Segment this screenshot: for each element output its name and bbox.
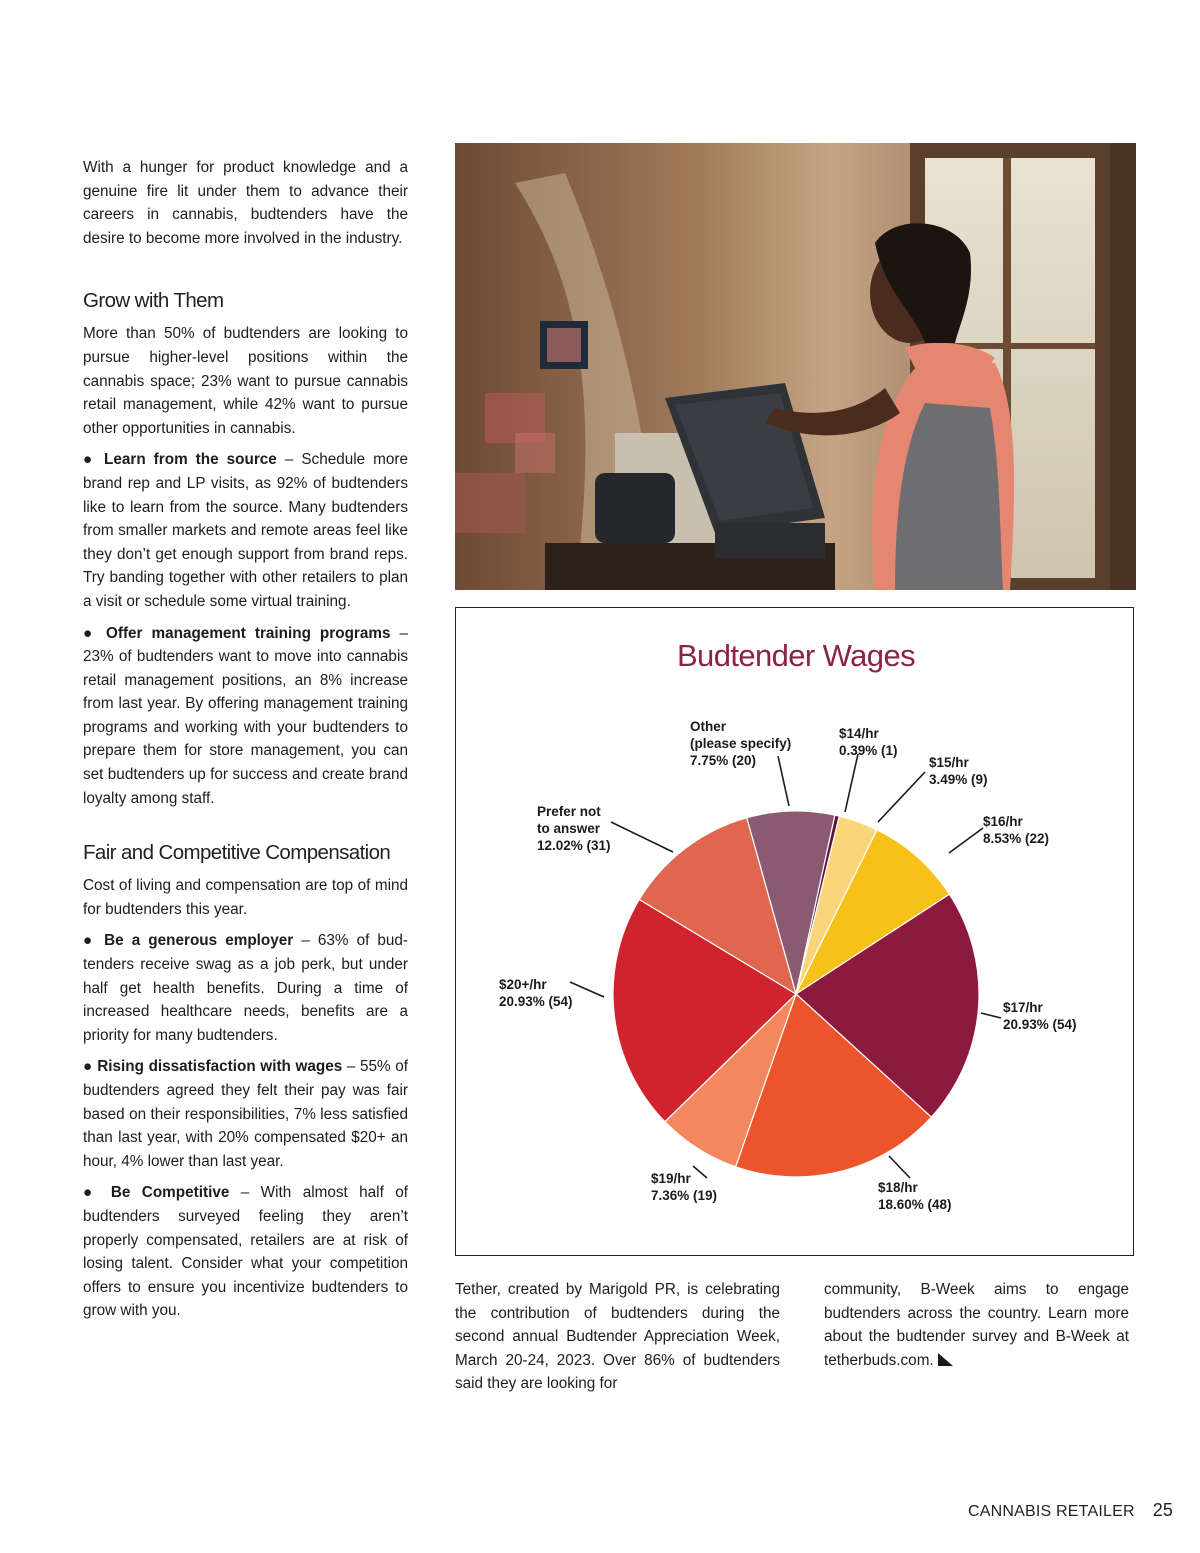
bullet-text: – 23% of budtenders want to move into cannabis retail management positions, an 8% increase from last year. By offering management training programs and working with your budtenders to prepare them for store management, you can set budtenders up for success and create brand loyalty among staff.: [83, 624, 408, 807]
bullet-learn-from-source: [83, 448, 408, 613]
heading-fair-compensation: Fair and Competitive Compensation: [83, 841, 391, 865]
bullet-rising-dissatisfaction: [83, 1055, 408, 1173]
label-line: 7.36% (19): [651, 1188, 718, 1203]
slice-label-16: [983, 813, 1049, 847]
chart-title: Budtender Wages: [676, 638, 915, 673]
compensation-paragraph: Cost of living and compensation are top of mind for budtenders this year.: [83, 877, 408, 918]
slice-label-19: [651, 1170, 717, 1204]
slice-label-prefer-not: [537, 803, 611, 854]
label-line: $17/hr: [1003, 1000, 1043, 1015]
budtender-wages-chart: [455, 607, 1134, 1256]
intro-paragraph: With a hunger for product knowledge and a genuine fire lit under them to advance their careers in cannabis, budtenders have the desire to become more involved in the industry.: [83, 159, 408, 247]
label-line: (please specify): [690, 736, 792, 751]
page-footer: [968, 1500, 1173, 1521]
label-line: $16/hr: [983, 814, 1023, 829]
leader-line-14: [845, 754, 858, 812]
bullet-text: – With almost half of budtenders surveyed feeling they aren’t properly compensated, retailers are at risk of losing talent. Consider what your competition offers to ensure you incentivize budtenders to grow with you.: [83, 1184, 408, 1320]
label-line: 0.39% (1): [839, 743, 898, 758]
label-line: 7.75% (20): [690, 753, 757, 768]
label-line: to answer: [537, 821, 601, 836]
bweek-paragraph: [824, 1278, 1129, 1372]
page-number: 25: [1152, 1500, 1174, 1520]
slice-label-15: [929, 754, 988, 788]
bullet-be-competitive: [83, 1181, 408, 1323]
bullet-text: – 63% of bud-tenders receive swag as a job perk, but under half get health benefits. During a time of increased healthcare needs, benefits are a priority for many budtenders.: [83, 932, 409, 1044]
label-line: $15/hr: [929, 755, 969, 770]
leader-line-17: [981, 1013, 1001, 1018]
grow-paragraph: More than 50% of budtenders are looking to pursue higher-level positions within the cannabis space; 23% want to pursue cannabis retail management, while 42% want to pursue other opportunities in cannabis.: [83, 325, 408, 437]
label-line: $18/hr: [878, 1180, 918, 1195]
slice-label-other: [690, 718, 791, 769]
slice-label-14: [839, 725, 898, 759]
label-line: Prefer not: [537, 804, 601, 819]
photo-illustration: [455, 143, 1136, 590]
label-line: 3.49% (9): [929, 772, 988, 787]
label-line: $20+/hr: [499, 977, 547, 992]
slice-label-17: [1003, 999, 1077, 1033]
label-line: 8.53% (22): [983, 831, 1050, 846]
bullet-generous-employer: [83, 929, 408, 1047]
label-line: $19/hr: [651, 1171, 691, 1186]
end-mark-icon: [938, 1353, 953, 1366]
leader-line-20plus: [570, 982, 604, 997]
bullet-lead: ● Offer management training programs: [83, 624, 391, 642]
bullet-lead: ● Be Competitive: [83, 1184, 230, 1202]
left-column: [83, 156, 408, 1331]
bottom-right-column: [824, 1278, 1129, 1380]
bullet-management-training: [83, 622, 408, 811]
pie-chart: [456, 608, 1133, 1255]
budtender-photo: [455, 143, 1136, 590]
bullet-lead: ● Be a generous employer: [83, 932, 294, 950]
slice-label-20plus: [499, 976, 573, 1010]
heading-grow-with-them: Grow with Them: [83, 289, 224, 313]
label-line: Other: [690, 719, 727, 734]
leader-line-15: [878, 772, 925, 822]
publication-name: CANNABIS RETAILER: [968, 1503, 1135, 1520]
slice-label-18: [878, 1179, 952, 1213]
label-line: 12.02% (31): [537, 838, 611, 853]
leader-line-16: [949, 828, 983, 853]
bullet-text: – 55% of budtenders agreed they felt their pay was fair based on their responsibilities, 7% less satisfied than last year, with 20% compensated $20+ an hour, 4% lower than last year.: [83, 1058, 408, 1170]
tether-paragraph: Tether, created by Marigold PR, is celebrating the contribution of budtenders during the second annual Budtender Appreciation Week, March 20-24, 2023. Over 86% of budtenders said they are looking for: [455, 1281, 780, 1393]
bullet-lead: ● Learn from the source: [83, 451, 277, 469]
label-line: 20.93% (54): [1003, 1017, 1077, 1032]
label-line: $14/hr: [839, 726, 879, 741]
leader-line-18: [889, 1156, 910, 1178]
label-line: 20.93% (54): [499, 994, 573, 1009]
bullet-text: – Schedule more brand rep and LP visits, as 92% of budtenders like to learn from the source. Many budtenders from smaller markets and remote areas feel like they don’t get enough support from brand reps. Try banding together with other retailers to plan a visit or schedule some virtual training.: [83, 451, 408, 610]
label-line: 18.60% (48): [878, 1197, 952, 1212]
bottom-middle-column: [455, 1278, 780, 1404]
bullet-lead: ● Rising dissatisfaction with wages: [83, 1058, 343, 1076]
bweek-text: community, B-Week aims to engage budtenders across the country. Learn more about the budtender survey and B-Week at tetherbuds.com.: [824, 1281, 1129, 1369]
leader-line-prefer-not: [611, 822, 673, 852]
